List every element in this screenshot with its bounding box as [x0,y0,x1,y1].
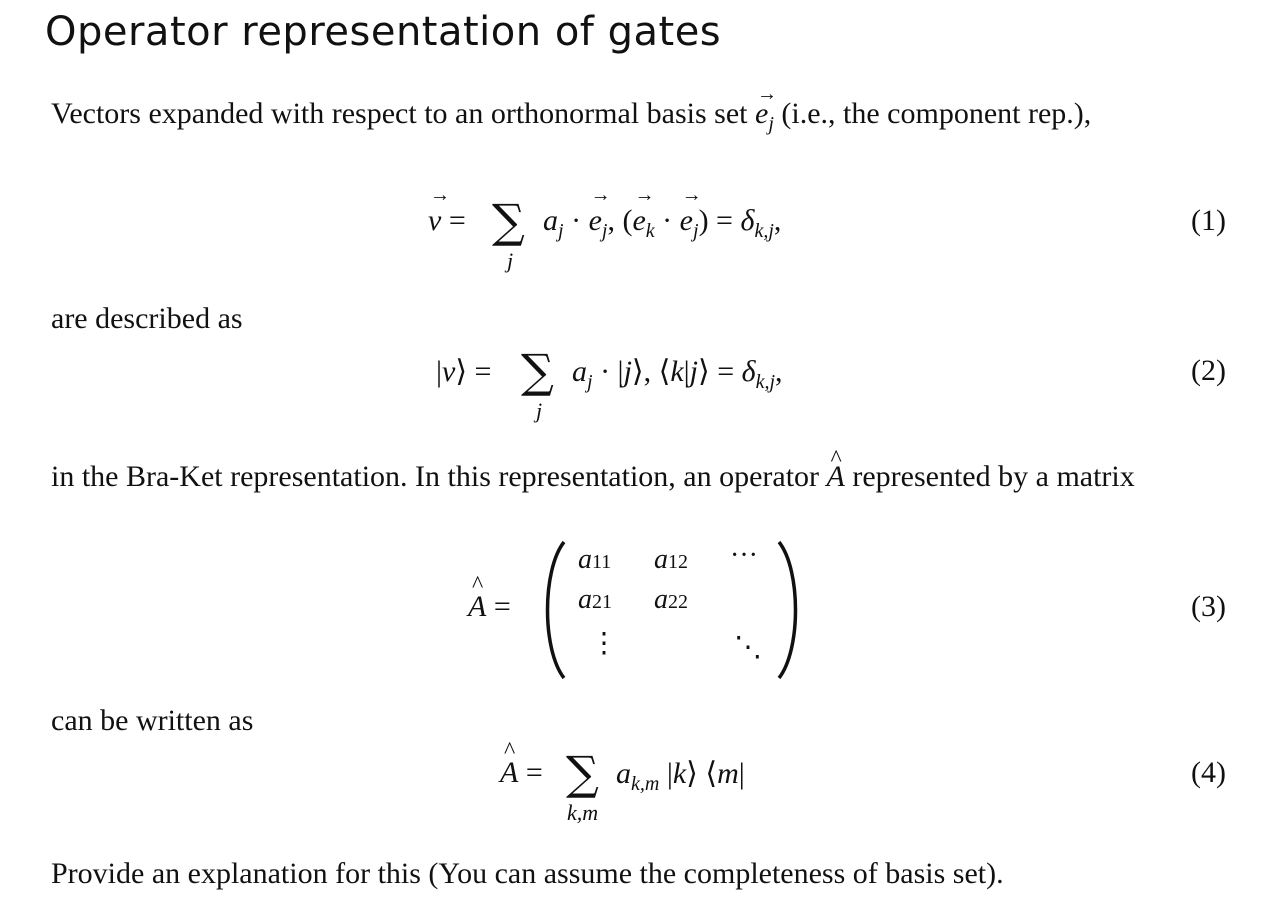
eq3-lhs: ^ A = [468,590,511,624]
matrix-right-paren [775,540,805,680]
eq1-sum-index: j [507,248,514,273]
equation-4 [0,742,1268,842]
paragraph-described: are described as [51,302,243,335]
eq4-sum-symbol: ∑ [566,746,599,800]
equation-1 [0,192,1268,292]
page-title: Operator representation of gates [45,9,722,55]
intro-text-start: Vectors expanded with respect to an orthonormal basis set [51,97,748,130]
matrix-cell-a22: a22 [654,584,688,615]
matrix-left-paren [538,540,568,680]
paragraph-braket [51,451,1227,503]
intro-text-end: (i.e., the component rep.), [781,97,1092,130]
eq2-rhs: $a_j$ · |j⟩, ⟨k|j⟩ = $\delta_{k,j}$, [572,355,783,393]
matrix-cell-vdots: ⋮ [590,628,618,659]
eq2-sum-index: j [536,398,543,423]
eq1-lhs: → ν = [428,204,466,238]
braket-text-start: in the Bra-Ket representation. In this representation, an operator [51,460,820,493]
matrix-cell-hdots: ··· [730,540,758,571]
eq1-sum-symbol: ∑ [492,194,525,248]
matrix-cell-a21: a21 [578,584,612,615]
paragraph-task: Provide an explanation for this (You can assume the completeness of basis set). [51,857,1004,890]
eq2-number: (2) [1191,354,1226,387]
eq4-lhs: ^ A = [500,756,543,790]
eq1-number: (1) [1191,204,1226,237]
eq1-rhs: $a_j$ · → $e_j$, (→ $e_k$ · → $e_j) = \delta_{k,j}$, [543,204,781,243]
paragraph-written: can be written as [51,704,254,737]
equation-3 [0,538,1268,683]
matrix-cell-a11: a11 [578,544,612,575]
operator-symbol: ^ A [827,451,845,503]
braket-text-end: represented by a matrix [852,460,1135,493]
eq2-lhs: |ν⟩ = [436,355,492,388]
eq4-sum-index: k,m [567,800,599,825]
matrix-cell-ddots: ⋱ [734,632,762,663]
basis-vector-symbol: → $e_j$ [755,97,774,130]
eq3-number: (3) [1191,590,1226,623]
eq4-rhs: $a_{k,m}$ |k⟩ ⟨m| [616,757,745,795]
paragraph-intro [51,88,1227,150]
equation-2 [0,340,1268,440]
matrix-cell-a12: a12 [654,544,688,575]
eq4-number: (4) [1191,756,1226,789]
eq2-sum-symbol: ∑ [521,344,554,398]
